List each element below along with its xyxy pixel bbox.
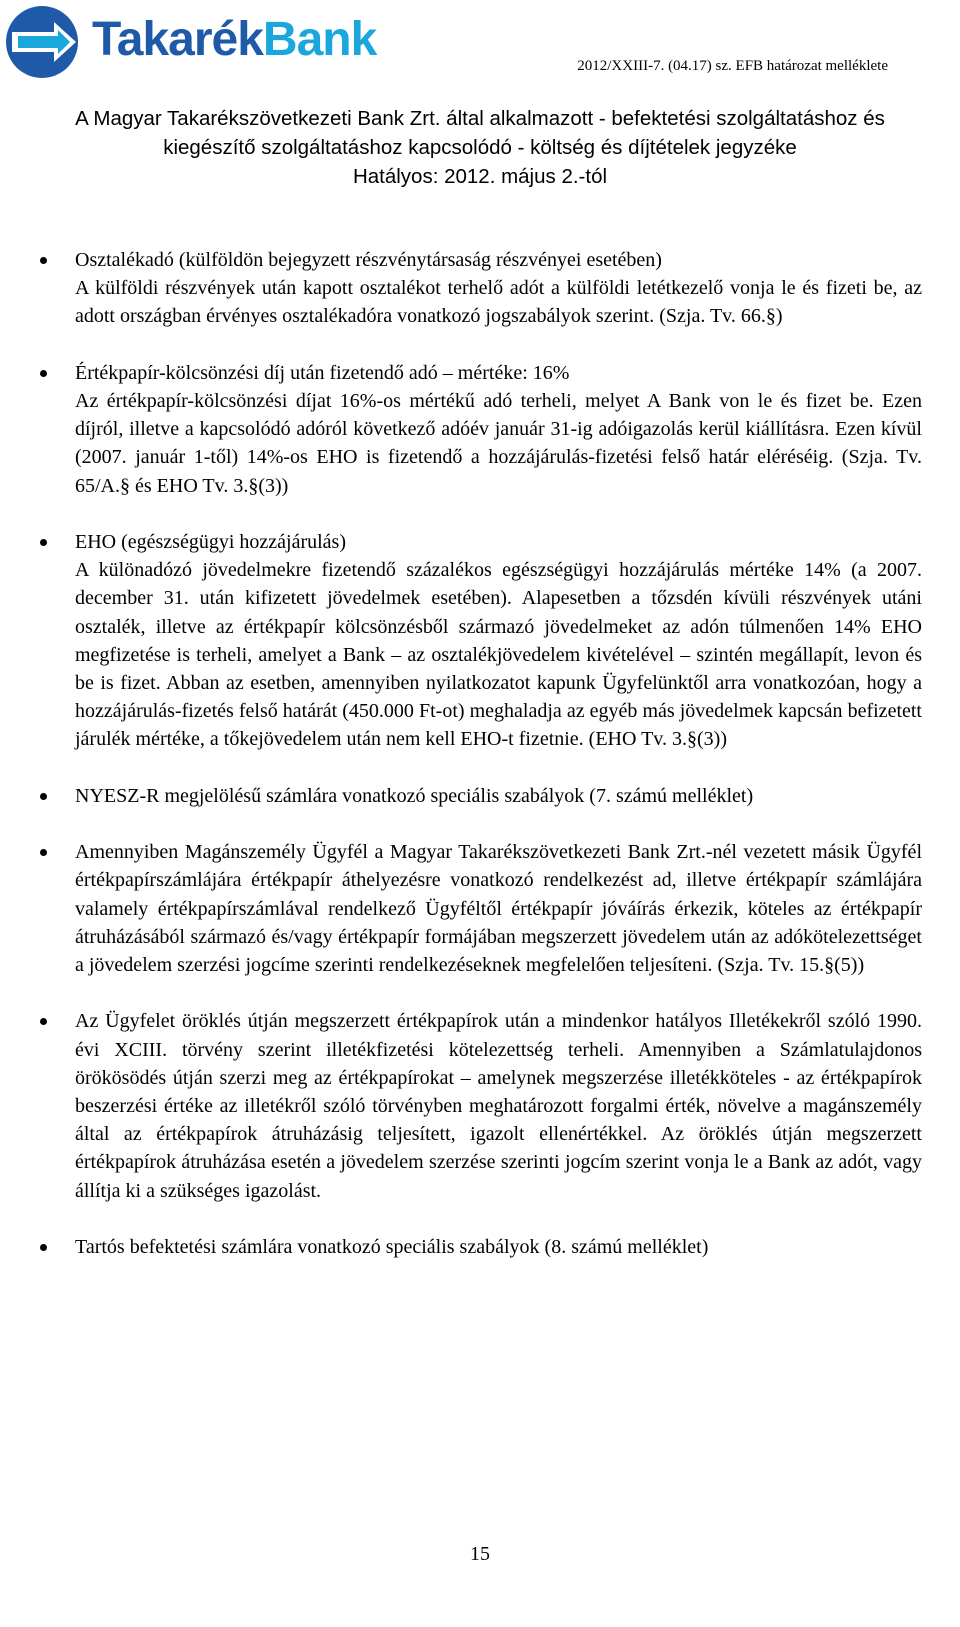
title-line-1: A Magyar Takarékszövetkezeti Bank Zrt. által alkalmazott - befektetési szolgáltatáshoz és	[75, 107, 885, 130]
bullet-icon	[40, 1244, 47, 1251]
title-line-2: kiegészítő szolgáltatáshoz kapcsolódó - költség és díjtételek jegyzéke	[163, 136, 797, 159]
item-body: A különadózó jövedelmekre fizetendő százalékos egészségügyi hozzájárulás mértéke 14% (a 2007. december 31. után kifizetett jövedelmek esetében). Alapesetben a tőzsdén kívüli részvények utáni osztalék, illetve az értékpapír kölcsönzésből származó jövedelmeket az adón túlmenően 14% EHO megfizetése is terheli, amelyet a Bank – az osztalékjövedelem kivételével – szintén megállapít, levon és be is fizet. Abban az esetben, amennyiben nyilatkozatot kapunk Ügyfelünktől arra vonatkozóan, hogy a hozzájárulás-fizetés felső határát (450.000 Ft-ot) meghaladja az egyéb más jövedelmek kapcsán befizetett járulék mértéke, a tőkejövedelem után nem kell EHO-t fizetnie. (EHO Tv. 3.§(3))	[75, 559, 922, 751]
item-body: Az értékpapír-kölcsönzési díjat 16%-os mértékű adó terheli, melyet A Bank von le és fizet be. Ezen díjról, illetve a kapcsolódó adóról következő adóév január 31-ig adóigazolás kerül kiállításra. Ezen kívül (2007. január 1-től) 14%-os EHO is fizetendő a hozzájárulás-fizetési felső határ eléréséig. (Szja. Tv. 65/A.§ és EHO Tv. 3.§(3))	[75, 390, 922, 497]
bullet-icon	[40, 1018, 47, 1025]
list-item-long-term-investment	[40, 1233, 922, 1261]
list-item-eho	[40, 528, 922, 754]
item-body: Az Ügyfelet öröklés útján megszerzett értékpapírok után a mindenkor hatályos Illetékekről szóló 1990. évi XCIII. törvény szerint illetékfizetési kötelezettség terheli. Amennyiben a Számlatulajdonos örökösödés útján szerzi meg az értékpapírokat – amelynek megszerzése illetékköteles - az értékpapírok beszerzési értéke az illetékről szóló törvényben meghatározott forgalmi érték, növelve a magánszemély által az értékpapírok átruházásig teljesített, igazolt ellenértékkel. Az öröklés útján megszerzett értékpapírok átruházása esetén a jövedelem szerzése szerinti jogcím szerint vonja le a Bank az adót, vagy állítja ki a szükséges igazolást.	[75, 1010, 922, 1202]
page-header	[0, 0, 960, 90]
bullet-icon	[40, 370, 47, 377]
page-number: 15	[470, 1543, 490, 1565]
item-heading: EHO (egészségügyi hozzájárulás)	[75, 531, 346, 553]
document-reference: 2012/XXIII-7. (04.17) sz. EFB határozat melléklete	[577, 58, 888, 74]
list-item-dividend-tax	[40, 246, 922, 331]
logo-wordmark-part2: Bank	[262, 13, 377, 66]
takarekbank-logo	[2, 2, 422, 82]
list-item-securities-transfer	[40, 838, 922, 979]
list-item-nyesz-r	[40, 782, 922, 810]
bullet-icon	[40, 539, 47, 546]
list-item-securities-lending-tax	[40, 359, 922, 500]
item-body: A külföldi részvények után kapott osztalékot terhelő adót a külföldi letétkezelő vonja le és fizeti be, az adott országban érvényes osztalékadóra vonatkozó jogszabályok szerint. (Szja. Tv. 66.§)	[75, 277, 922, 328]
item-heading: Tartós befektetési számlára vonatkozó speciális szabályok (8. számú melléklet)	[75, 1236, 709, 1259]
list-item-inheritance	[40, 1007, 922, 1204]
item-heading: Értékpapír-kölcsönzési díj után fizetendő adó – mértéke: 16%	[75, 361, 570, 384]
item-heading: Osztalékadó (külföldön bejegyzett részvénytársaság részvényei esetében)	[75, 249, 662, 271]
logo-wordmark	[92, 10, 376, 70]
document-body	[40, 246, 922, 1261]
bullet-icon	[40, 849, 47, 856]
logo-emblem-icon	[2, 2, 88, 82]
bullet-icon	[40, 793, 47, 800]
bullet-icon	[40, 257, 47, 264]
item-body: Amennyiben Magánszemély Ügyfél a Magyar Takarékszövetkezeti Bank Zrt.-nél vezetett másik Ügyfél értékpapírszámlájára értékpapír áthelyezésre vonatkozó rendelkezést ad, illetve értékpapír számlájára valamely értékpapírszámlával rendelkező Ügyféltől értékpapír jóváírás érkezik, köteles az értékpapír átruházásából származó és/vagy értékpapír formájában megszerzett jövedelem után az adókötelezettséget a jövedelem szerzési jogcíme szerinti rendelkezéseknek megfelelően teljesíteni. (Szja. Tv. 15.§(5))	[75, 841, 922, 977]
logo-wordmark-part1: Takarék	[92, 13, 263, 66]
document-title	[0, 104, 960, 191]
title-line-3: Hatályos: 2012. május 2.-tól	[352, 165, 608, 188]
item-heading: NYESZ-R megjelölésű számlára vonatkozó speciális szabályok (7. számú melléklet)	[75, 784, 754, 807]
